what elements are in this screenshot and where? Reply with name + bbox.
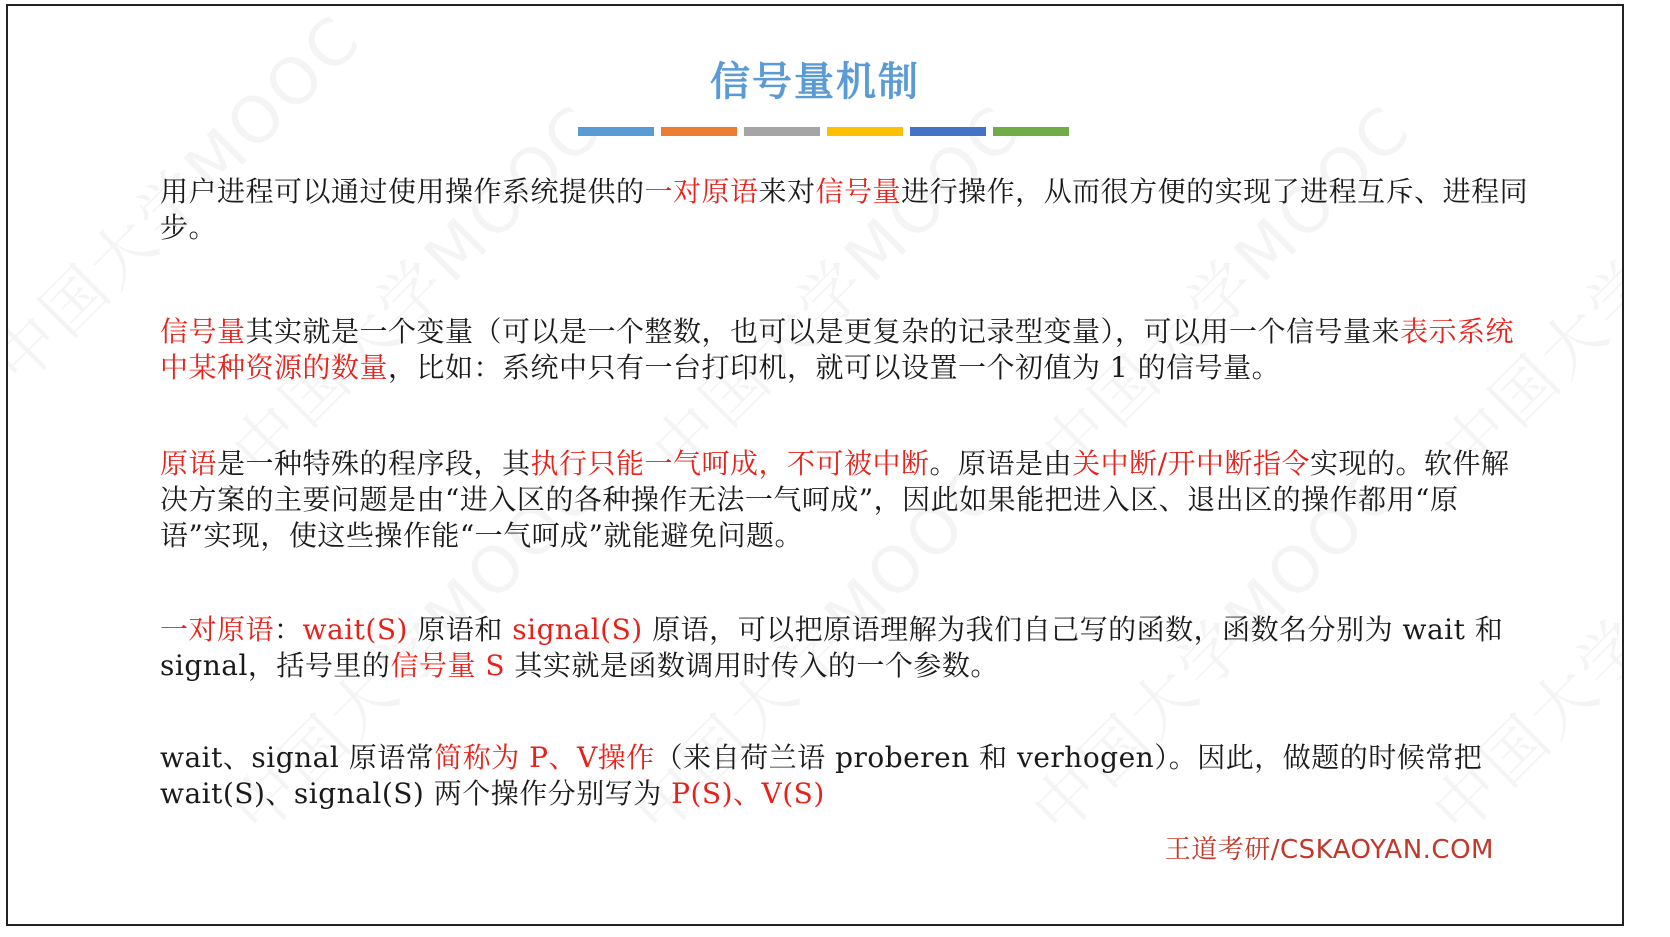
body-text: 是一种特殊的程序段，其 <box>217 447 531 480</box>
highlighted-text: P(S)、V(S) <box>671 777 825 810</box>
paragraph-1 <box>160 174 1530 246</box>
body-text: （来自荷兰语 proberen 和 verhogen）。因此，做题的时候常把 wait(S)、signal(S) 两个操作分别写为 <box>160 741 1483 810</box>
highlighted-text: 信号量 <box>160 315 246 348</box>
highlighted-text: 原语 <box>160 447 218 480</box>
body-text: 。原语是由 <box>929 447 1073 480</box>
body-text: 原语，可以把原语理解为我们自己写的函数，函数名分别为 wait 和 signal，括号里的 <box>160 613 1504 682</box>
highlighted-text: signal(S) <box>512 613 643 646</box>
page-title: 信号量机制 <box>710 59 920 105</box>
highlighted-text: 一对原语 <box>160 613 275 646</box>
highlighted-text: 一对原语 <box>644 175 759 208</box>
title-bar-segment <box>993 127 1069 136</box>
body-text: 原语和 <box>407 613 513 646</box>
slide-content <box>160 174 1530 880</box>
highlighted-text: 信号量 <box>815 175 902 208</box>
body-text: ，比如：系统中只有一台打印机，就可以设置一个初值为 1 的信号量。 <box>388 351 1281 384</box>
body-text: wait、signal 原语常 <box>160 741 435 774</box>
title-bar-segment <box>827 127 903 136</box>
highlighted-text: 表示系统中某种资源的数量 <box>160 315 1515 384</box>
paragraph-5 <box>160 740 1530 812</box>
body-text: 进行操作，从而很方便的实现了进程互斥、进程同步。 <box>160 175 1529 244</box>
highlighted-text: 信号量 S <box>390 649 506 682</box>
highlighted-text: 执行只能一气呵成，不可被中断 <box>530 447 930 480</box>
title-bar-segment <box>578 127 654 136</box>
highlighted-text: 关中断/开中断指令 <box>1072 447 1310 480</box>
paragraph-4 <box>160 612 1530 684</box>
title-bar-segment <box>910 127 986 136</box>
body-text: 用户进程可以通过使用操作系统提供的 <box>160 175 645 208</box>
highlighted-text: wait(S) <box>302 613 408 646</box>
body-text: 实现的。软件解决方案的主要问题是由“进入区的各种操作无法一气呵成”，因此如果能把进入区、退出区的操作都用“原语”实现，使这些操作能“一气呵成”就能避免问题。 <box>160 447 1510 552</box>
body-text: 其实就是函数调用时传入的一个参数。 <box>505 649 999 682</box>
body-text: 来对 <box>758 175 816 208</box>
title-underline-bar <box>578 127 1069 136</box>
title-bar-segment <box>661 127 737 136</box>
body-text: 其实就是一个变量（可以是一个整数，也可以是更复杂的记录型变量），可以用一个信号量来 <box>245 315 1401 348</box>
footer-brand: 王道考研/CSKAOYAN.COM <box>1164 835 1494 865</box>
slide <box>6 4 1624 926</box>
body-text: ： <box>274 613 303 646</box>
highlighted-text: 简称为 P、V操作 <box>434 741 655 774</box>
paragraph-3 <box>160 446 1530 554</box>
paragraph-2 <box>160 314 1530 386</box>
title-bar-segment <box>744 127 820 136</box>
